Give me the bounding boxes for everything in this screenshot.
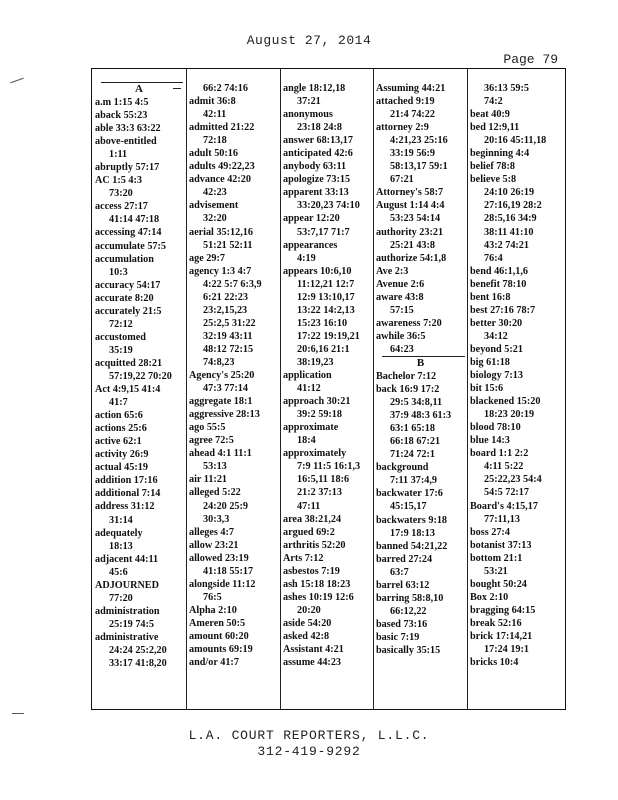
- index-entry: barring 58:8,10: [376, 592, 444, 604]
- section-letter-heading: [376, 356, 465, 370]
- scan-mark: [10, 78, 23, 84]
- index-reference-continuation: 76:4: [484, 252, 503, 264]
- index-entry: anybody 63:11: [283, 161, 347, 173]
- index-reference-continuation: 17:22 19:19,21: [297, 330, 360, 342]
- index-reference-continuation: 16:5,11 18:6: [297, 474, 350, 486]
- index-reference-continuation: 24:24 25:2,20: [109, 644, 167, 656]
- index-entry: bit 15:6: [470, 383, 504, 395]
- section-letter: A: [135, 83, 143, 95]
- index-reference-continuation: 7:11 37:4,9: [390, 475, 437, 487]
- index-reference-continuation: 53:13: [203, 461, 227, 473]
- index-reference-continuation: 37:21: [297, 96, 321, 108]
- section-letter: B: [416, 356, 425, 369]
- index-entry: amount 60:20: [189, 630, 249, 642]
- index-entry: actual 45:19: [95, 462, 148, 474]
- index-reference-continuation: 25:2,5 31:22: [203, 317, 256, 329]
- index-entry: Act 4:9,15 41:4: [95, 384, 161, 396]
- index-reference-continuation: 36:13 59:5: [484, 83, 529, 94]
- index-entry: administrative: [95, 631, 159, 643]
- index-entry: based 73:16: [376, 618, 428, 630]
- index-reference-continuation: 18:4: [297, 435, 316, 447]
- section-letter-heading: [95, 82, 183, 96]
- index-entry: adequately: [95, 527, 143, 539]
- index-entry: bottom 21:1: [470, 552, 523, 564]
- column-divider: [186, 68, 187, 710]
- index-reference-continuation: 10:3: [109, 266, 128, 278]
- index-entry: beginning 4:4: [470, 148, 530, 160]
- index-reference-continuation: 66:18 67:21: [390, 436, 441, 448]
- index-reference-continuation: 41:14 47:18: [109, 214, 160, 226]
- index-reference-continuation: 38:11 41:10: [484, 226, 534, 238]
- footer-company: L.A. COURT REPORTERS, L.L.C.: [188, 728, 430, 743]
- index-reference-continuation: 11:12,21 12:7: [297, 278, 355, 290]
- index-reference-continuation: 18:23 20:19: [484, 409, 535, 421]
- index-reference-continuation: 20:20: [297, 604, 321, 616]
- index-entry: and/or 41:7: [189, 657, 239, 669]
- index-entry: apologize 73:15: [283, 174, 351, 186]
- index-reference-continuation: 39:2 59:18: [297, 409, 342, 421]
- index-entry: accumulation: [95, 253, 154, 265]
- index-entry: biology 7:13: [470, 370, 523, 382]
- index-entry: alongside 11:12: [189, 578, 256, 590]
- index-entry: blue 14:3: [470, 435, 510, 447]
- index-entry: ahead 4:1 11:1: [189, 448, 252, 460]
- index-reference-continuation: 31:14: [109, 514, 133, 526]
- index-entry: best 27:16 78:7: [470, 304, 536, 316]
- index-reference-continuation: 13:22 14:2,13: [297, 304, 355, 316]
- index-reference-continuation: 18:13: [109, 540, 133, 552]
- index-entry: blackened 15:20: [470, 396, 541, 408]
- index-reference-continuation: 57:15: [390, 304, 414, 316]
- index-entry: authorize 54:1,8: [376, 252, 447, 264]
- index-reference-continuation: 66:12,22: [390, 605, 427, 617]
- index-entry: aside 54:20: [283, 617, 332, 629]
- index-reference-continuation: 4:11 5:22: [484, 461, 524, 473]
- index-reference-continuation: 58:13,17 59:1: [390, 161, 448, 173]
- index-reference-continuation: 74:2: [484, 96, 503, 108]
- index-entry: authority 23:21: [376, 226, 444, 238]
- index-entry: addition 17:16: [95, 475, 158, 487]
- index-reference-continuation: 47:3 77:14: [203, 383, 248, 395]
- index-entry: August 1:14 4:4: [376, 200, 445, 212]
- index-reference-continuation: 25:22,23 54:4: [484, 474, 542, 486]
- index-entry: break 52:16: [470, 617, 522, 629]
- index-entry: allowed 23:19: [189, 552, 249, 564]
- index-entry: agency 1:3 4:7: [189, 265, 252, 277]
- index-reference-continuation: 41:12: [297, 383, 321, 395]
- index-reference-continuation: 67:21: [390, 174, 414, 186]
- index-reference-continuation: 29:5 34:8,11: [390, 397, 443, 409]
- index-entry: angle 18:12,18: [283, 83, 346, 94]
- index-reference-continuation: 37:9 48:3 61:3: [390, 410, 452, 422]
- index-entry: actions 25:6: [95, 423, 147, 435]
- index-reference-continuation: 66:2 74:16: [203, 83, 248, 94]
- index-entry: agree 72:5: [189, 435, 234, 447]
- index-entry: age 29:7: [189, 252, 225, 264]
- index-entry: appearances: [283, 239, 338, 251]
- index-entry: Bachelor 7:12: [376, 370, 437, 382]
- index-reference-continuation: 77:11,13: [484, 513, 520, 525]
- index-column-4: [376, 82, 465, 706]
- index-reference-continuation: 25:19 74:5: [109, 618, 154, 630]
- index-reference-continuation: 33:17 41:8,20: [109, 658, 167, 670]
- index-entry: bought 50:24: [470, 578, 527, 590]
- index-entry: acquitted 28:21: [95, 357, 163, 369]
- index-entry: bragging 64:15: [470, 604, 536, 616]
- index-reference-continuation: 24:20 25:9: [203, 500, 248, 512]
- index-reference-continuation: 53:7,17 71:7: [297, 226, 350, 238]
- index-entry: approximately: [283, 448, 347, 460]
- index-entry: boss 27:4: [470, 526, 510, 538]
- index-entry: apparent 33:13: [283, 187, 349, 199]
- index-entry: advisement: [189, 200, 239, 212]
- index-entry: anonymous: [283, 109, 333, 121]
- index-column-2: [189, 82, 278, 706]
- index-entry: board 1:1 2:2: [470, 448, 529, 460]
- index-reference-continuation: 57:19,22 70:20: [109, 370, 172, 382]
- index-entry: admitted 21:22: [189, 122, 255, 134]
- index-reference-continuation: 42:23: [203, 187, 227, 199]
- index-entry: appear 12:20: [283, 213, 340, 225]
- index-reference-continuation: 72:18: [203, 135, 227, 147]
- index-entry: better 30:20: [470, 317, 523, 329]
- index-reference-continuation: 4:22 5:7 6:3,9: [203, 278, 262, 290]
- index-reference-continuation: 21:2 37:13: [297, 487, 342, 499]
- index-entry: advance 42:20: [189, 174, 251, 186]
- index-entry: ago 55:5: [189, 422, 226, 434]
- index-reference-continuation: 17:9 18:13: [390, 527, 435, 539]
- index-entry: back 16:9 17:2: [376, 384, 440, 396]
- index-entry: above-entitled: [95, 136, 157, 148]
- footer-phone: 312-419-9292: [257, 744, 361, 759]
- index-entry: Arts 7:12: [283, 552, 324, 564]
- index-entry: belief 78:8: [470, 161, 515, 173]
- index-reference-continuation: 53:21: [484, 565, 508, 577]
- index-entry: awhile 36:5: [376, 330, 426, 342]
- index-reference-continuation: 32:20: [203, 213, 227, 225]
- index-entry: AC 1:5 4:3: [95, 175, 142, 187]
- index-entry: address 31:12: [95, 501, 155, 513]
- index-entry: accustomed: [95, 331, 146, 343]
- index-entry: appears 10:6,10: [283, 265, 352, 277]
- index-entry: a.m 1:15 4:5: [95, 97, 149, 108]
- index-column-5: [470, 82, 564, 706]
- index-reference-continuation: 28:5,16 34:9: [484, 213, 537, 225]
- index-entry: access 27:17: [95, 201, 148, 213]
- transcript-date: August 27, 2014: [246, 33, 372, 48]
- index-entry: Ave 2:3: [376, 265, 409, 277]
- index-entry: banned 54:21,22: [376, 540, 448, 552]
- index-entry: air 11:21: [189, 474, 228, 486]
- index-entry: bent 16:8: [470, 291, 511, 303]
- index-entry: admit 36:8: [189, 96, 236, 108]
- index-reference-continuation: 63:1 65:18: [390, 423, 435, 435]
- index-entry: backwaters 9:18: [376, 514, 448, 526]
- index-column-3: [283, 82, 371, 706]
- index-reference-continuation: 54:5 72:17: [484, 487, 529, 499]
- page-number: Page 79: [503, 52, 558, 67]
- index-reference-continuation: 4:19: [297, 252, 316, 264]
- index-entry: administration: [95, 605, 160, 617]
- index-reference-continuation: 73:20: [109, 188, 133, 200]
- heading-rule: [382, 356, 465, 357]
- index-reference-continuation: 25:21 43:8: [390, 239, 435, 251]
- index-reference-continuation: 32:19 43:11: [203, 330, 253, 342]
- index-reference-continuation: 48:12 72:15: [203, 343, 254, 355]
- index-entry: awareness 7:20: [376, 317, 442, 329]
- index-reference-continuation: 24:10 26:19: [484, 187, 535, 199]
- index-reference-continuation: 53:23 54:14: [390, 213, 441, 225]
- index-entry: approach 30:21: [283, 396, 351, 408]
- index-entry: background: [376, 462, 429, 474]
- index-entry: Ameren 50:5: [189, 617, 246, 629]
- index-reference-continuation: 63:7: [390, 566, 409, 578]
- index-reference-continuation: 41:18 55:17: [203, 565, 254, 577]
- index-entry: accurate 8:20: [95, 292, 154, 304]
- index-entry: alleged 5:22: [189, 487, 241, 499]
- index-entry: ADJOURNED: [95, 579, 159, 591]
- index-entry: attached 9:19: [376, 96, 435, 108]
- index-entry: accuracy 54:17: [95, 279, 161, 291]
- index-entry: amounts 69:19: [189, 644, 253, 656]
- index-reference-continuation: 15:23 16:10: [297, 317, 348, 329]
- index-reference-continuation: 71:24 72:1: [390, 449, 435, 461]
- index-reference-continuation: 35:19: [109, 344, 133, 356]
- index-entry: answer 68:13,17: [283, 135, 353, 147]
- index-reference-continuation: 43:2 74:21: [484, 239, 529, 251]
- index-entry: assume 44:23: [283, 657, 342, 669]
- index-entry: brick 17:14,21: [470, 630, 533, 642]
- heading-tick: [173, 88, 181, 89]
- index-entry: Agency's 25:20: [189, 370, 255, 382]
- index-column-1: [95, 82, 183, 706]
- heading-rule: [101, 82, 183, 83]
- index-entry: asbestos 7:19: [283, 565, 340, 577]
- index-entry: area 38:21,24: [283, 513, 342, 525]
- column-divider: [467, 68, 468, 710]
- index-reference-continuation: 23:2,15,23: [203, 304, 248, 316]
- index-reference-continuation: 27:16,19 28:2: [484, 200, 542, 212]
- index-entry: able 33:3 63:22: [95, 123, 161, 135]
- index-entry: adjacent 44:11: [95, 553, 159, 565]
- index-entry: Board's 4:15,17: [470, 500, 538, 512]
- index-reference-continuation: 47:11: [297, 500, 321, 512]
- index-entry: beat 40:9: [470, 109, 510, 121]
- index-reference-continuation: 41:7: [109, 397, 128, 409]
- index-entry: additional 7:14: [95, 488, 161, 500]
- index-entry: accurately 21:5: [95, 305, 162, 317]
- index-reference-continuation: 12:9 13:10,17: [297, 291, 355, 303]
- index-reference-continuation: 4:21,23 25:16: [390, 135, 448, 147]
- index-entry: Assistant 4:21: [283, 644, 344, 656]
- index-entry: ashes 10:19 12:6: [283, 591, 354, 603]
- index-reference-continuation: 1:11: [109, 149, 128, 161]
- index-entry: action 65:6: [95, 410, 143, 422]
- index-reference-continuation: 77:20: [109, 592, 133, 604]
- index-entry: aerial 35:12,16: [189, 226, 253, 238]
- index-entry: Avenue 2:6: [376, 278, 425, 290]
- index-entry: active 62:1: [95, 436, 142, 448]
- index-entry: barrel 63:12: [376, 579, 430, 591]
- index-entry: activity 26:9: [95, 449, 149, 461]
- index-reference-continuation: 30:3,3: [203, 513, 230, 525]
- index-entry: asked 42:8: [283, 630, 330, 642]
- index-entry: big 61:18: [470, 356, 510, 368]
- index-entry: abruptly 57:17: [95, 162, 160, 174]
- index-reference-continuation: 76:5: [203, 591, 222, 603]
- index-entry: bricks 10:4: [470, 657, 519, 669]
- index-reference-continuation: 74:8,23: [203, 356, 235, 368]
- column-divider: [373, 68, 374, 710]
- index-reference-continuation: 42:11: [203, 109, 227, 121]
- index-entry: basic 7:19: [376, 631, 420, 643]
- index-entry: adult 50:16: [189, 148, 238, 160]
- index-reference-continuation: 64:23: [390, 343, 414, 355]
- index-reference-continuation: 38:19,23: [297, 356, 334, 368]
- index-reference-continuation: 72:12: [109, 318, 133, 330]
- index-reference-continuation: 7:9 11:5 16:1,3: [297, 461, 361, 473]
- index-entry: alleges 4:7: [189, 526, 234, 538]
- index-entry: blood 78:10: [470, 422, 521, 434]
- index-reference-continuation: 45:15,17: [390, 501, 427, 513]
- index-entry: aback 55:23: [95, 110, 148, 122]
- index-entry: Box 2:10: [470, 591, 509, 603]
- index-entry: accessing 47:14: [95, 227, 162, 239]
- index-entry: botanist 37:13: [470, 539, 532, 551]
- index-entry: allow 23:21: [189, 539, 239, 551]
- index-entry: benefit 78:10: [470, 278, 527, 290]
- index-entry: barred 27:24: [376, 553, 433, 565]
- index-entry: anticipated 42:6: [283, 148, 353, 160]
- index-reference-continuation: 21:4 74:22: [390, 109, 435, 121]
- index-entry: aggregate 18:1: [189, 396, 253, 408]
- index-entry: beyond 5:21: [470, 343, 523, 355]
- index-entry: approximate: [283, 422, 339, 434]
- index-reference-continuation: 33:19 56:9: [390, 148, 435, 160]
- index-entry: application: [283, 370, 332, 382]
- index-entry: Attorney's 58:7: [376, 187, 444, 199]
- index-reference-continuation: 45:6: [109, 566, 128, 578]
- index-reference-continuation: 34:12: [484, 330, 508, 342]
- index-reference-continuation: 6:21 22:23: [203, 291, 248, 303]
- index-entry: adults 49:22,23: [189, 161, 255, 173]
- scan-mark: [12, 713, 24, 714]
- index-reference-continuation: 23:18 24:8: [297, 122, 342, 134]
- index-reference-continuation: 17:24 19:1: [484, 644, 529, 656]
- column-divider: [280, 68, 281, 710]
- index-reference-continuation: 20:16 45:11,18: [484, 135, 547, 147]
- index-entry: Assuming 44:21: [376, 83, 446, 94]
- index-entry: ash 15:18 18:23: [283, 578, 351, 590]
- index-entry: bend 46:1,1,6: [470, 265, 529, 277]
- index-entry: aware 43:8: [376, 291, 424, 303]
- index-entry: argued 69:2: [283, 526, 335, 538]
- index-reference-continuation: 20:6,16 21:1: [297, 343, 350, 355]
- index-entry: believe 5:8: [470, 174, 517, 186]
- index-entry: Alpha 2:10: [189, 604, 237, 616]
- index-entry: bed 12:9,11: [470, 122, 520, 134]
- index-entry: arthritis 52:20: [283, 539, 346, 551]
- index-entry: backwater 17:6: [376, 488, 443, 500]
- index-reference-continuation: 33:20,23 74:10: [297, 200, 360, 212]
- index-entry: aggressive 28:13: [189, 409, 260, 421]
- index-entry: attorney 2:9: [376, 122, 429, 134]
- index-reference-continuation: 51:21 52:11: [203, 239, 253, 251]
- index-entry: accumulate 57:5: [95, 240, 167, 252]
- index-entry: basically 35:15: [376, 644, 441, 656]
